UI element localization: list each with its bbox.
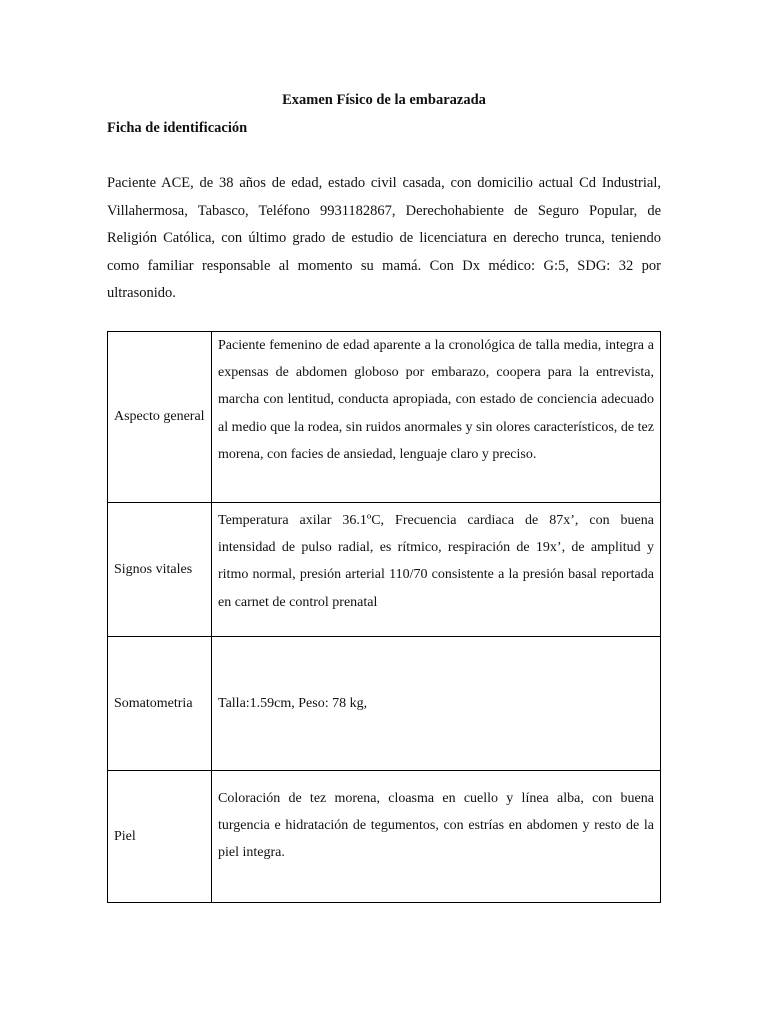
row-content: Temperatura axilar 36.1ºC, Frecuencia cardiaca de 87x’, con buena intensidad de pulso radial, es rítmico, respiración de 19x’, de amplitud y ritmo normal, presión arterial 110/70 consistente a la presión basal reportada en carnet de control prenatal — [212, 503, 661, 637]
exam-table — [107, 331, 661, 903]
table-row — [108, 332, 661, 503]
table-row — [108, 503, 661, 637]
row-label: Aspecto general — [108, 332, 212, 503]
row-label: Signos vitales — [108, 503, 212, 637]
row-content: Coloración de tez morena, cloasma en cuello y línea alba, con buena turgencia e hidratación de tegumentos, con estrías en abdomen y resto de la piel integra. — [212, 771, 661, 903]
row-content: Paciente femenino de edad aparente a la cronológica de talla media, integra a expensas de abdomen globoso por embarazo, coopera para la entrevista, marcha con lentitud, conducta apropiada, con estado de conciencia adecuado al medio que la rodea, sin ruidos anormales y sin olores característicos, de tez morena, con facies de ansiedad, lenguaje claro y preciso. — [212, 332, 661, 503]
row-content: Talla:1.59cm, Peso: 78 kg, — [212, 637, 661, 771]
row-label: Piel — [108, 771, 212, 903]
section-heading: Ficha de identificación — [107, 120, 248, 136]
table-row — [108, 637, 661, 771]
intro-paragraph: Paciente ACE, de 38 años de edad, estado civil casada, con domicilio actual Cd Industrial, Villahermosa, Tabasco, Teléfono 9931182867, Derechohabiente de Seguro Popular, de Religión Católica, con último grado de estudio de licenciatura en derecho trunca, teniendo como familiar responsable al momento su mamá. Con Dx médico: G:5, SDG: 32 por ultrasonido. — [107, 175, 661, 301]
document-title: Examen Físico de la embarazada — [282, 92, 486, 108]
table-row — [108, 771, 661, 903]
row-label: Somatometria — [108, 637, 212, 771]
